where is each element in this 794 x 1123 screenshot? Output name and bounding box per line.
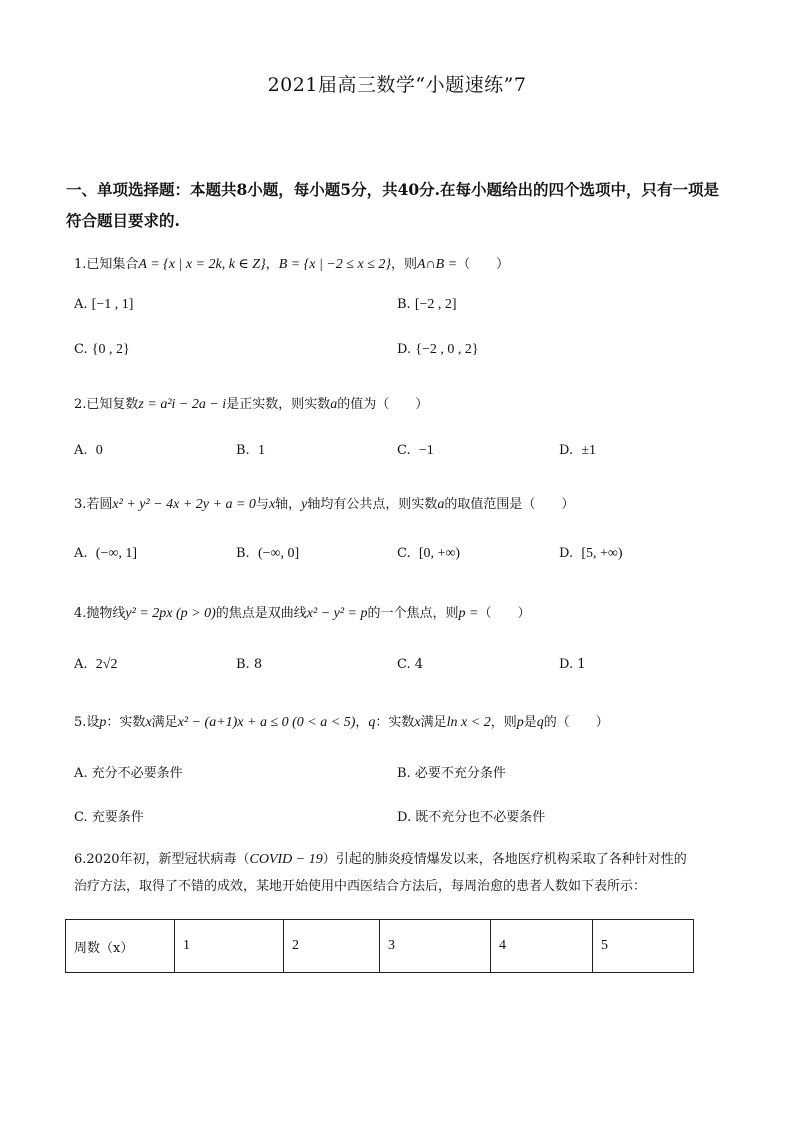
option-label: C. xyxy=(397,546,411,561)
option-label: B. xyxy=(397,297,411,312)
question-1 xyxy=(74,253,509,273)
question-text: ：实数 xyxy=(106,715,146,730)
question-3 xyxy=(74,493,574,513)
option-label: A. xyxy=(74,546,88,561)
option-b xyxy=(397,297,457,313)
option-b xyxy=(236,546,299,562)
option-value: 充要条件 xyxy=(91,810,144,825)
question-text: 设 xyxy=(86,715,100,730)
table-header-cell: 周数（x） xyxy=(66,920,175,973)
option-value: 0 xyxy=(95,443,103,458)
math-expression: A∩B = xyxy=(417,257,458,272)
question-number: 4. xyxy=(74,606,87,621)
question-number: 1. xyxy=(74,257,87,272)
option-c xyxy=(397,657,423,672)
question-text: ， xyxy=(355,715,369,730)
question-text: ， xyxy=(265,257,279,272)
question-text: 的一个焦点，则 xyxy=(367,606,459,621)
question-2 xyxy=(74,393,428,413)
option-label: D. xyxy=(559,657,574,672)
option-value: {−2 , 0 , 2} xyxy=(415,342,479,357)
question-text: ，则 xyxy=(390,257,417,272)
question-text: 抛物线 xyxy=(86,606,126,621)
question-text: 的（ ） xyxy=(543,715,609,730)
math-expression: A = {x | x = 2k, k ∈ Z} xyxy=(138,257,266,272)
math-variable: x xyxy=(414,715,421,730)
section-heading: 一、单项选择题：本题共8小题，每小题5分，共40分.在每小题给出的四个选项中，只有一项是符合题目要求的. xyxy=(66,180,720,230)
option-value: 4 xyxy=(414,657,424,672)
question-text: 轴均有公共点，则实数 xyxy=(307,497,438,512)
option-value: [−1 , 1] xyxy=(91,297,134,312)
option-value: 1 xyxy=(577,657,586,672)
math-expression: x² − y² = p xyxy=(306,606,368,621)
question-text: ：实数 xyxy=(375,715,415,730)
option-value: 既不充分也不必要条件 xyxy=(415,810,546,825)
option-label: C. xyxy=(397,443,411,458)
option-b xyxy=(236,657,262,672)
option-value: −1 xyxy=(418,443,434,458)
question-text: 的值为（ ） xyxy=(337,397,429,412)
math-expression: z = a²i − 2a − i xyxy=(138,397,227,412)
option-a xyxy=(74,546,137,562)
question-text: 是 xyxy=(523,715,537,730)
option-value: 2√2 xyxy=(95,657,118,672)
option-c xyxy=(397,443,434,459)
math-variable: x xyxy=(145,715,152,730)
option-label: B. xyxy=(236,443,250,458)
question-text: 与 xyxy=(255,497,269,512)
option-label: B. xyxy=(397,766,411,781)
question-text: 的取值范围是（ ） xyxy=(444,497,575,512)
option-a xyxy=(74,443,103,459)
option-label: B. xyxy=(236,546,250,561)
option-label: B. xyxy=(236,657,250,672)
option-b xyxy=(236,443,265,459)
table-row xyxy=(66,920,694,973)
option-value: ±1 xyxy=(581,443,597,458)
question-text: 已知复数 xyxy=(86,397,139,412)
option-label: A. xyxy=(74,297,88,312)
question-text: 治疗方法，取得了不错的成效，某地开始使用中西医结合方法后，每周治愈的患者人数如下表所示： xyxy=(74,879,647,894)
option-a xyxy=(74,657,117,673)
option-label: D. xyxy=(559,546,574,561)
option-label: A. xyxy=(74,657,88,672)
math-variable: p xyxy=(516,715,524,730)
option-d xyxy=(397,342,479,358)
option-value: 1 xyxy=(257,443,265,458)
math-variable: y xyxy=(301,497,308,512)
math-variable: a xyxy=(437,497,445,512)
page-title: 2021届高三数学“小题速练”7 xyxy=(267,74,527,96)
question-number: 3. xyxy=(74,497,87,512)
option-label: C. xyxy=(74,810,88,825)
question-text: 满足 xyxy=(151,715,178,730)
option-c xyxy=(74,342,130,358)
question-text: ，则 xyxy=(490,715,517,730)
question-number: 2. xyxy=(74,397,87,412)
math-variable: p xyxy=(99,715,107,730)
math-expression: x² + y² − 4x + 2y + a = 0 xyxy=(112,497,256,512)
question-text: 若圆 xyxy=(86,497,113,512)
question-5 xyxy=(74,711,609,731)
question-text: 满足 xyxy=(420,715,447,730)
math-expression: y² = 2px (p > 0) xyxy=(125,606,216,621)
option-value: {0 , 2} xyxy=(91,342,130,357)
option-value: [5, +∞) xyxy=(581,546,623,561)
option-value: (−∞, 0] xyxy=(257,546,300,561)
option-label: A. xyxy=(74,443,88,458)
table-cell: 2 xyxy=(284,920,380,973)
option-value: 必要不充分条件 xyxy=(414,766,506,781)
math-expression: B = {x | −2 ≤ x ≤ 2} xyxy=(278,257,391,272)
table-cell: 3 xyxy=(380,920,491,973)
question-text: 2020年初，新型冠状病毒（ xyxy=(86,852,250,867)
option-label: D. xyxy=(559,443,574,458)
math-variable: x xyxy=(268,497,276,512)
option-d xyxy=(559,443,596,459)
option-d xyxy=(559,657,586,672)
option-a xyxy=(74,297,133,313)
question-6 xyxy=(74,846,734,900)
option-value: [−2 , 2] xyxy=(414,297,457,312)
option-b xyxy=(397,762,506,781)
question-text: 轴， xyxy=(275,497,302,512)
option-value: (−∞, 1] xyxy=(95,546,137,561)
option-label: C. xyxy=(74,342,88,357)
data-table xyxy=(65,919,694,973)
option-a xyxy=(74,762,183,781)
question-text: 的焦点是双曲线 xyxy=(215,606,307,621)
math-expression: COVID − 19 xyxy=(249,852,323,867)
table-cell: 1 xyxy=(175,920,284,973)
question-text: 是正实数，则实数 xyxy=(226,397,331,412)
option-d xyxy=(559,546,623,562)
option-value: 8 xyxy=(253,657,263,672)
answer-blank: （ ） xyxy=(478,606,531,621)
math-expression: p = xyxy=(458,606,479,621)
math-expression: x² − (a+1)x + a ≤ 0 (0 < a < 5) xyxy=(177,715,356,730)
option-d xyxy=(397,806,545,825)
option-label: A. xyxy=(74,766,88,781)
question-number: 5. xyxy=(74,715,87,730)
table-cell: 5 xyxy=(593,920,694,973)
table-cell: 4 xyxy=(491,920,593,973)
option-c xyxy=(74,806,144,825)
option-label: C. xyxy=(397,657,411,672)
question-text: 已知集合 xyxy=(86,257,139,272)
option-label: D. xyxy=(397,810,412,825)
option-c xyxy=(397,546,460,562)
option-value: 充分不必要条件 xyxy=(91,766,183,781)
option-value: [0, +∞) xyxy=(418,546,461,561)
math-expression: ln x < 2 xyxy=(446,715,491,730)
math-variable: q xyxy=(536,715,544,730)
option-label: D. xyxy=(397,342,412,357)
question-number: 6. xyxy=(74,852,87,867)
answer-blank: （ ） xyxy=(457,257,510,272)
math-variable: a xyxy=(330,397,338,412)
math-variable: q xyxy=(368,715,376,730)
question-text: ）引起的肺炎疫情爆发以来，各地医疗机构采取了各种针对性的 xyxy=(322,852,687,867)
question-4 xyxy=(74,602,530,622)
